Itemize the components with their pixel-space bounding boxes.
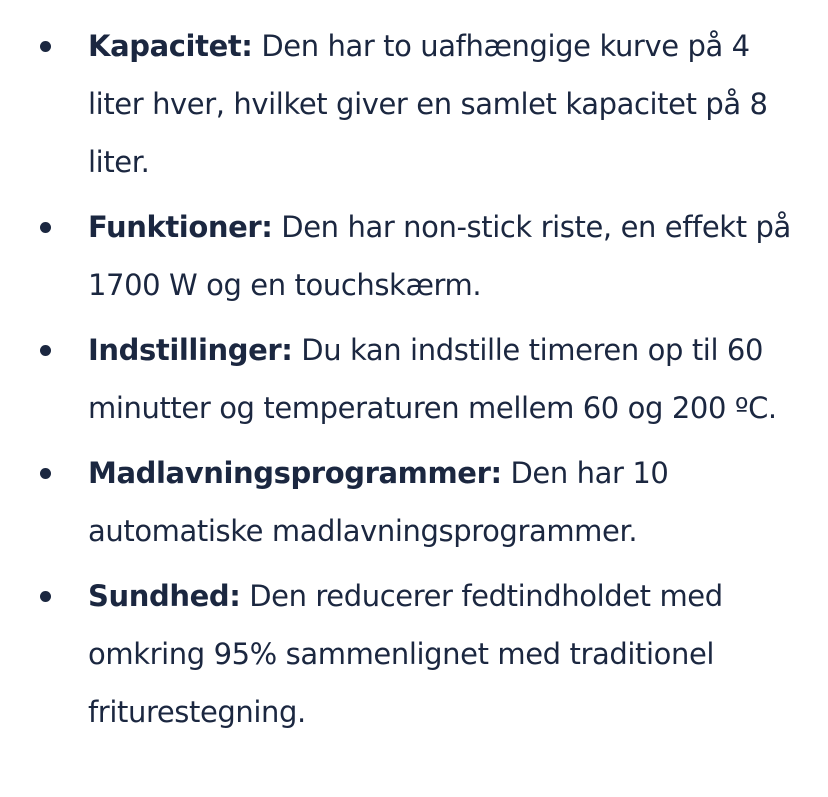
bullet-icon (40, 222, 51, 233)
bullet-icon (40, 468, 51, 479)
item-term: Indstillinger: (88, 333, 293, 367)
bullet-icon (40, 41, 51, 52)
item-text: Den har non-stick riste, en effekt på 1700 W og en touchskærm. (88, 210, 791, 302)
list-item-sundhed (0, 567, 800, 741)
item-term: Kapacitet: (88, 29, 253, 63)
bullet-icon (40, 591, 51, 602)
bullet-icon (40, 345, 51, 356)
item-text: Den har to uafhængige kurve på 4 liter hver, hvilket giver en samlet kapacitet på 8 liter. (88, 29, 768, 179)
item-term: Madlavningsprogrammer: (88, 456, 502, 490)
item-term: Sundhed: (88, 579, 241, 613)
list-item-kapacitet (0, 17, 800, 191)
list-item-funktioner (0, 198, 800, 314)
list-item-indstillinger (0, 321, 800, 437)
item-term: Funktioner: (88, 210, 273, 244)
item-text: Den reducerer fedtindholdet med omkring 95% sammenlignet med traditionel friturestegning. (88, 579, 723, 729)
item-text: Den har 10 automatiske madlavningsprogrammer. (88, 456, 669, 548)
list-item-madlavningsprogrammer (0, 444, 800, 560)
item-text: Du kan indstille timeren op til 60 minutter og temperaturen mellem 60 og 200 ºC. (88, 333, 777, 425)
